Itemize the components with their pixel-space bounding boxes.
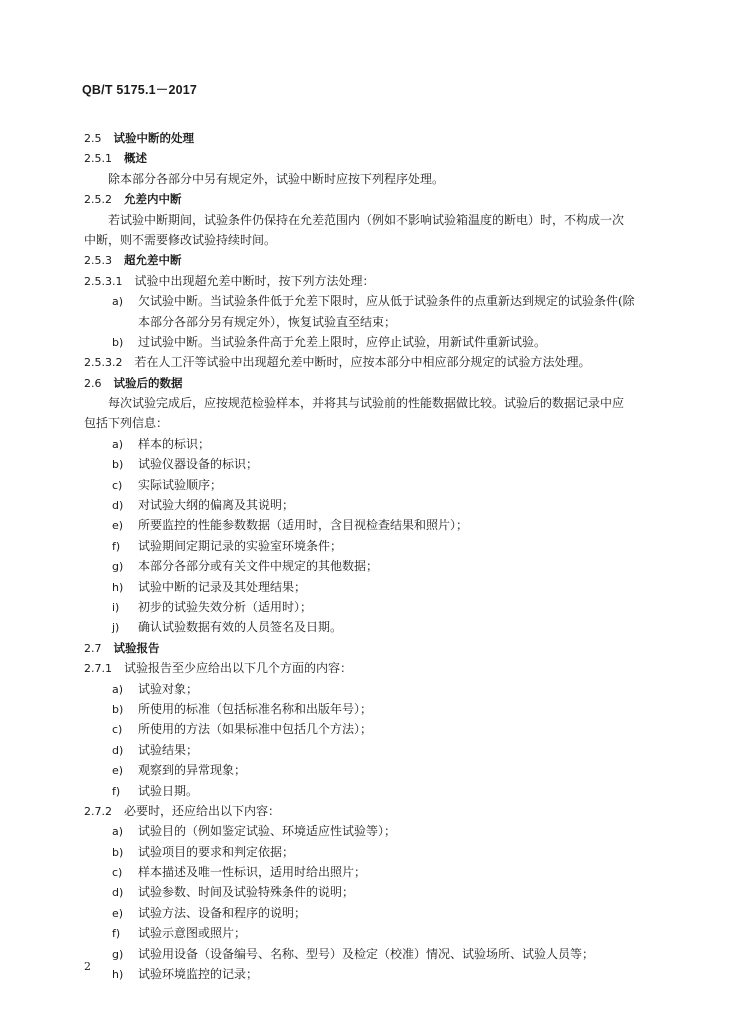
paragraph-line: 若试验中断期间，试验条件仍保持在允差范围内（例如不影响试验箱温度的断电）时，不构成一次: [108, 212, 625, 227]
continuation-line: 本部分各部分另有规定外），恢复试验直至结束；: [138, 314, 397, 329]
list-item-text: 过试验中断。当试验条件高于允差上限时，应停止试验，用新试件重新试验。: [138, 334, 547, 349]
list-item-label: b): [112, 845, 124, 859]
list-item-label: i): [112, 600, 120, 614]
clause-text: 若在人工汗等试验中出现超允差中断时，应按本部分中相应部分规定的试验方法处理。: [134, 355, 591, 370]
list-item-text: 所使用的标准（包括标准名称和出版年号）；: [138, 701, 373, 716]
list-item-label: b): [112, 702, 124, 716]
list-item-text: 对试验大纲的偏离及其说明；: [138, 498, 295, 513]
list-item: [84, 597, 650, 617]
list-item-text: 观察到的异常现象；: [138, 763, 247, 778]
list-item: [84, 617, 650, 637]
section-title: 试验中断的处理: [113, 131, 194, 145]
list-item-label: h): [112, 968, 124, 982]
section-title: 概述: [124, 151, 147, 166]
list-item: [84, 923, 650, 943]
section-heading: [84, 638, 650, 658]
list-item-text: 试验期间定期记录的实验室环境条件；: [138, 538, 343, 553]
list-item: [84, 536, 650, 556]
list-item: [84, 679, 650, 699]
clause: [84, 658, 650, 678]
list-item-label: c): [112, 478, 123, 492]
section-heading: [84, 189, 650, 209]
list-item-text: 所使用的方法（如果标准中包括几个方法）；: [138, 722, 373, 737]
list-item-label: j): [112, 621, 120, 635]
list-item-text: 试验项目的要求和判定依据；: [138, 844, 295, 859]
list-item: [84, 882, 650, 902]
list-item: [84, 291, 650, 311]
clause-number: 2.5.1: [84, 152, 112, 166]
list-item: [84, 964, 650, 984]
list-item-label: f): [112, 927, 121, 941]
list-item: [84, 434, 650, 454]
list-item: [84, 577, 650, 597]
clause-text: 试验报告至少应给出以下几个方面的内容：: [124, 661, 353, 676]
clause-number: 2.5.3.1: [84, 274, 123, 288]
clause-text: 必要时，还应给出以下内容：: [124, 803, 281, 818]
list-item-label: e): [112, 764, 124, 778]
list-item-label: a): [112, 682, 124, 696]
clause-number: 2.6: [84, 376, 102, 390]
list-item-text: 欠试验中断。当试验条件低于允差下限时，应从低于试验条件的点重新达到规定的试验条件(除: [138, 294, 635, 309]
list-item-label: d): [112, 499, 124, 513]
list-item-label: c): [112, 723, 123, 737]
clause-number: 2.7.1: [84, 662, 112, 676]
list-item-label: c): [112, 866, 123, 880]
list-item: [84, 332, 650, 352]
section-heading: [84, 250, 650, 270]
list-item-text: 试验环境监控的记录；: [138, 967, 259, 982]
list-item-text: 所要监控的性能参数数据（适用时，含目视检查结果和照片）；: [138, 518, 469, 533]
section-title: 允差内中断: [124, 192, 182, 207]
list-item-text: 试验参数、时间及试验特殊条件的说明；: [138, 885, 355, 900]
list-item-text: 试验仪器设备的标识；: [138, 457, 259, 472]
list-item-text: 试验目的（例如鉴定试验、环境适应性试验等）；: [138, 824, 397, 839]
list-item-label: f): [112, 784, 121, 798]
section-title: 试验后的数据: [113, 375, 183, 390]
list-item: [84, 821, 650, 841]
list-item: [84, 740, 650, 760]
list-item-text: 确认试验数据有效的人员签名及日期。: [138, 620, 343, 635]
section-title: 试验报告: [113, 640, 160, 655]
clause-number: 2.5.3: [84, 254, 112, 268]
continuation-line: 包括下列信息：: [84, 416, 169, 431]
list-item-text: 本部分各部分或有关文件中规定的其他数据；: [138, 559, 379, 574]
list-item-label: e): [112, 906, 124, 920]
list-item-label: a): [112, 825, 124, 839]
list-item-text: 试验用设备（设备编号、名称、型号）及检定（校准）情况、试验场所、试验人员等；: [138, 946, 595, 961]
paragraph-line: 每次试验完成后，应按规范检验样本，并将其与试验前的性能数据做比较。试验后的数据记录中应: [108, 396, 625, 411]
list-item: [84, 781, 650, 801]
list-item: [84, 719, 650, 739]
list-item-label: d): [112, 886, 124, 900]
list-item: [84, 556, 650, 576]
list-item: [84, 515, 650, 535]
list-item: [84, 475, 650, 495]
clause-number: 2.5.2: [84, 193, 112, 207]
list-item: [84, 903, 650, 923]
document-body: [84, 128, 650, 984]
list-item-text: 样本的标识；: [138, 436, 211, 451]
clause-text: 试验中出现超允差中断时，按下列方法处理：: [134, 273, 375, 288]
list-item-label: a): [112, 295, 124, 309]
clause: [84, 271, 650, 291]
list-item: [84, 760, 650, 780]
list-item-text: 试验日期。: [138, 783, 199, 798]
page-number: 2: [84, 960, 91, 973]
list-item-label: b): [112, 335, 124, 349]
list-item-label: g): [112, 947, 124, 961]
list-item-label: b): [112, 458, 124, 472]
clause-number: 2.7.2: [84, 804, 112, 818]
section-heading: [84, 148, 650, 168]
list-item-text: 试验示意图或照片；: [138, 926, 247, 941]
list-item-text: 样本描述及唯一性标识，适用时给出照片；: [138, 865, 367, 880]
list-item: [84, 842, 650, 862]
list-item: [84, 495, 650, 515]
list-item-text: 试验方法、设备和程序的说明；: [138, 905, 307, 920]
list-item-text: 试验结果；: [138, 742, 199, 757]
section-heading: [84, 373, 650, 393]
list-item: [84, 454, 650, 474]
list-item-label: g): [112, 560, 124, 574]
clause: [84, 801, 650, 821]
standard-code: QB/T 5175.1－2017: [82, 83, 198, 97]
list-item-text: 试验中断的记录及其处理结果；: [138, 579, 307, 594]
paragraph-line: 除本部分各部分中另有规定外，试验中断时应按下列程序处理。: [108, 171, 445, 186]
list-item-label: h): [112, 580, 124, 594]
list-item-text: 初步的试验失效分析（适用时）；: [138, 599, 313, 614]
list-item-label: a): [112, 437, 124, 451]
list-item-label: e): [112, 519, 124, 533]
section-heading: [84, 128, 650, 148]
clause-number: 2.5.3.2: [84, 356, 123, 370]
list-item-label: f): [112, 539, 121, 553]
clause: [84, 352, 650, 372]
list-item: [84, 944, 650, 964]
clause-number: 2.5: [84, 132, 102, 145]
list-item-text: 实际试验顺序；: [138, 477, 223, 492]
clause-number: 2.7: [84, 641, 102, 655]
continuation-line: 中断，则不需要修改试验持续时间。: [84, 232, 277, 247]
list-item-label: d): [112, 743, 124, 757]
list-item: [84, 862, 650, 882]
list-item: [84, 699, 650, 719]
list-item-text: 试验对象；: [138, 681, 199, 696]
section-title: 超允差中断: [124, 253, 182, 268]
